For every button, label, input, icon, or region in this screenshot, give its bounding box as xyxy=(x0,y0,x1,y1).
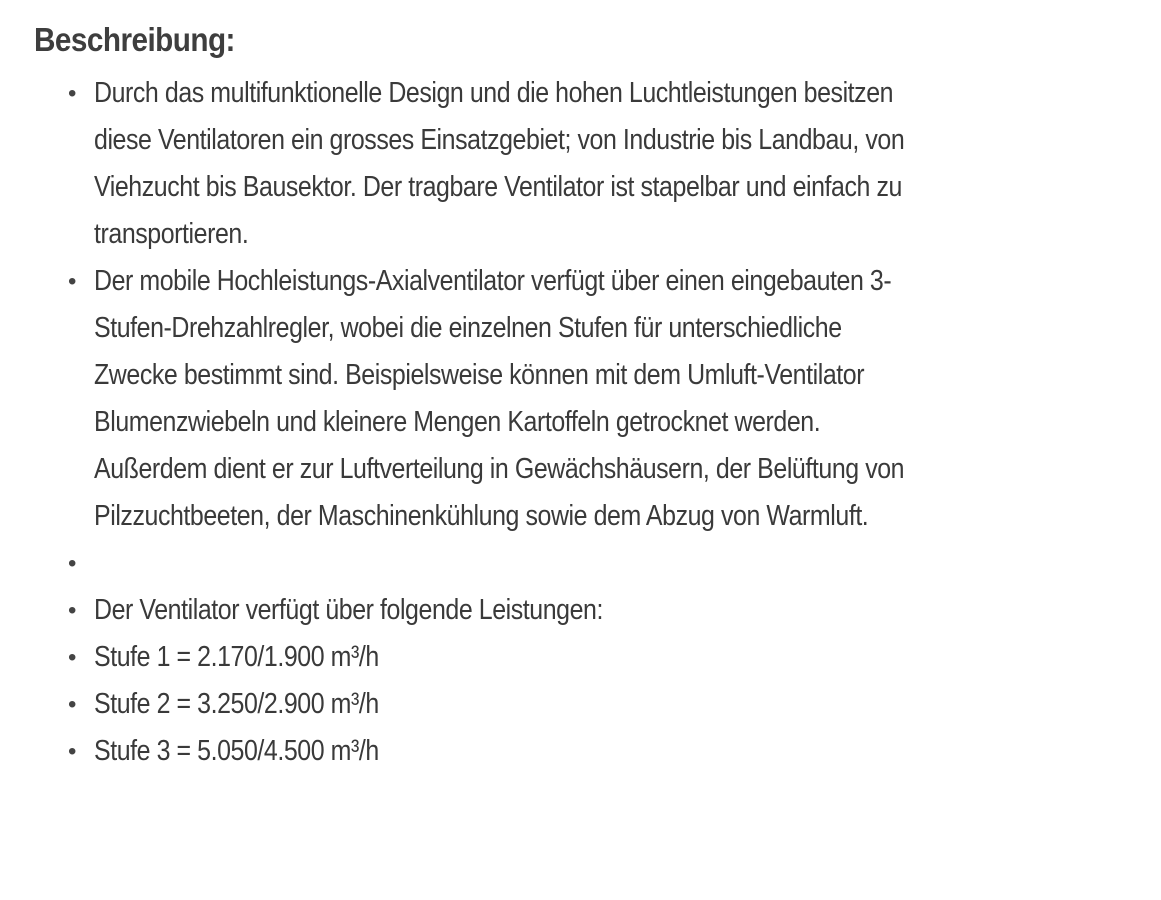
text-line: Der Ventilator verfügt über folgende Leistungen: xyxy=(94,594,603,626)
bullet-icon: • xyxy=(68,691,76,718)
text-line: Außerdem dient er zur Luftverteilung in Gewächshäusern, der Belüftung von xyxy=(94,453,905,485)
text-line: Der mobile Hochleistungs-Axialventilator verfügt über einen eingebauten 3- xyxy=(94,265,892,297)
bullet-icon: • xyxy=(68,80,76,107)
text-line: diese Ventilatoren ein grosses Einsatzgebiet; von Industrie bis Landbau, von xyxy=(94,124,905,156)
text-line: Stufe 3 = 5.050/4.500 m³/h xyxy=(94,735,379,767)
text-line: transportieren. xyxy=(94,218,249,250)
text-line: Blumenzwiebeln und kleinere Mengen Kartoffeln getrocknet werden. xyxy=(94,406,821,438)
text-line: Durch das multifunktionelle Design und die hohen Luchtleistungen besitzen xyxy=(94,77,894,109)
bullet-icon: • xyxy=(68,597,76,624)
bullet-icon: • xyxy=(68,550,76,577)
list-item-text xyxy=(94,258,997,540)
text-line: Stufe 2 = 3.250/2.900 m³/h xyxy=(94,688,379,720)
list-item-text xyxy=(94,634,997,681)
list-item-stufe-3 xyxy=(34,728,1131,775)
text-line: Stufen-Drehzahlregler, wobei die einzelnen Stufen für unterschiedliche xyxy=(94,312,842,344)
bullet-icon: • xyxy=(68,268,76,295)
list-item xyxy=(34,258,1131,540)
list-item-text xyxy=(94,70,997,258)
bullet-icon: • xyxy=(68,644,76,671)
description-heading: Beschreibung: xyxy=(34,21,235,58)
list-item-stufe-2 xyxy=(34,681,1131,728)
list-item xyxy=(34,587,1131,634)
list-item xyxy=(34,70,1131,258)
text-line: Zwecke bestimmt sind. Beispielsweise können mit dem Umluft-Ventilator xyxy=(94,359,865,391)
list-item-text xyxy=(94,728,997,775)
text-line: Viehzucht bis Bausektor. Der tragbare Ventilator ist stapelbar und einfach zu xyxy=(94,171,902,203)
list-item-text xyxy=(94,587,997,634)
description-list xyxy=(34,70,1131,775)
list-item-empty xyxy=(34,540,1131,587)
list-item-text xyxy=(94,681,997,728)
list-item-stufe-1 xyxy=(34,634,1131,681)
text-line: Pilzzuchtbeeten, der Maschinenkühlung sowie dem Abzug von Warmluft. xyxy=(94,500,869,532)
bullet-icon: • xyxy=(68,738,76,765)
text-line: Stufe 1 = 2.170/1.900 m³/h xyxy=(94,641,379,673)
